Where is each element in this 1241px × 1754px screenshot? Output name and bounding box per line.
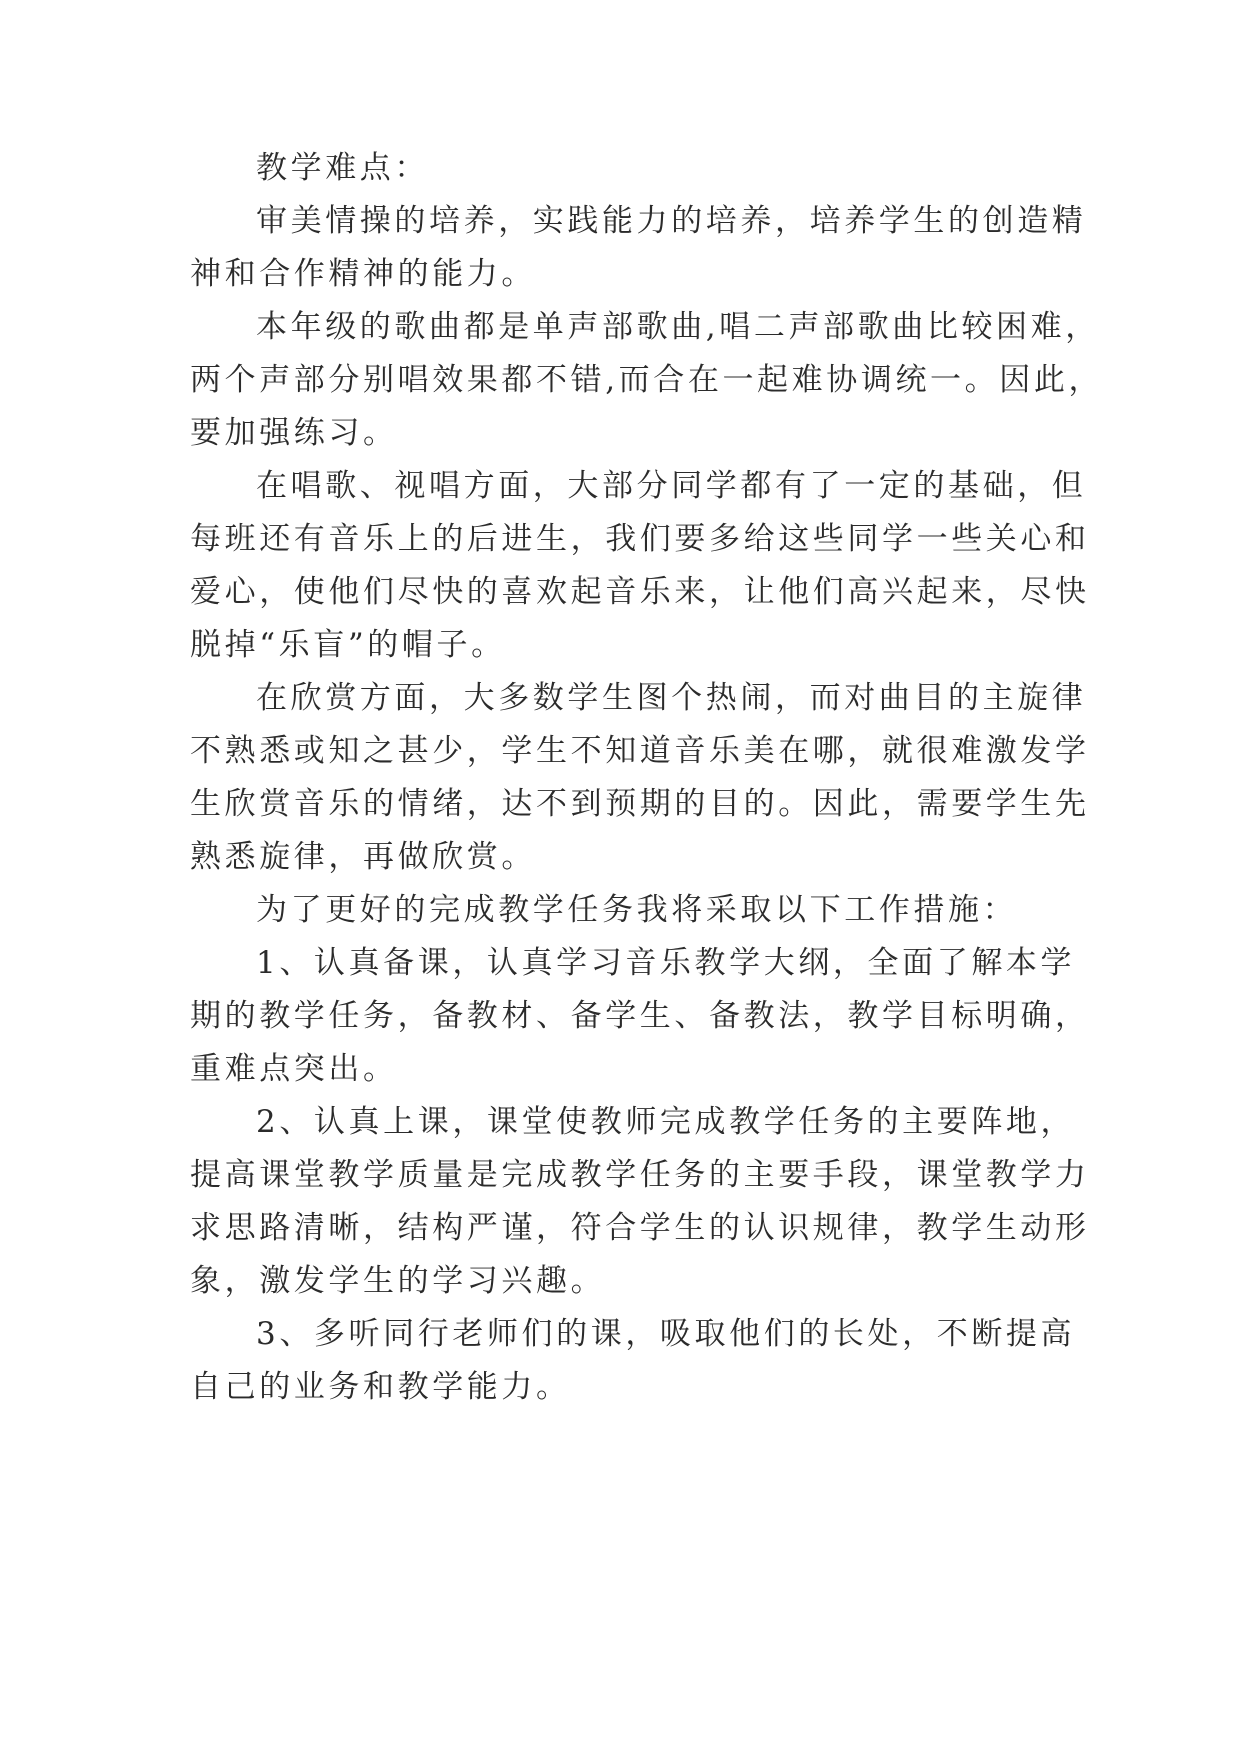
paragraph-line: 脱掉“乐盲”的帽子。: [190, 627, 506, 663]
paragraph-line: 要加强练习。: [190, 415, 398, 451]
list-item-line: 求思路清晰，结构严谨，符合学生的认识规律，教学生动形: [190, 1210, 1090, 1246]
paragraph-line: 为了更好的完成教学任务我将采取以下工作措施：: [256, 892, 1018, 928]
list-item-line: 提高课堂教学质量是完成教学任务的主要手段，课堂教学力: [190, 1157, 1090, 1193]
list-item-line: 重难点突出。: [190, 1051, 398, 1087]
paragraph-line: 神和合作精神的能力。: [190, 256, 536, 292]
list-item-line: 1、认真备课，认真学习音乐教学大纲，全面了解本学: [256, 945, 1076, 981]
heading-teaching-difficulties: 教学难点：: [256, 150, 429, 186]
paragraph-line: 本年级的歌曲都是单声部歌曲,唱二声部歌曲比较困难，: [256, 309, 1100, 345]
paragraph-line: 爱心，使他们尽快的喜欢起音乐来，让他们高兴起来，尽快: [190, 574, 1090, 610]
paragraph-line: 在唱歌、视唱方面，大部分同学都有了一定的基础，但: [256, 468, 1087, 504]
paragraph-line: 生欣赏音乐的情绪，达不到预期的目的。因此，需要学生先: [190, 786, 1090, 822]
paragraph-line: 每班还有音乐上的后进生，我们要多给这些同学一些关心和: [190, 521, 1090, 557]
list-item-line: 3、多听同行老师们的课，吸取他们的长处，不断提高: [256, 1316, 1076, 1352]
list-item-line: 自己的业务和教学能力。: [190, 1369, 571, 1405]
paragraph-line: 不熟悉或知之甚少，学生不知道音乐美在哪，就很难激发学: [190, 733, 1090, 769]
list-item-line: 2、认真上课，课堂使教师完成教学任务的主要阵地，: [256, 1104, 1076, 1140]
paragraph-line: 审美情操的培养，实践能力的培养，培养学生的创造精: [256, 203, 1087, 239]
list-item-line: 期的教学任务，备教材、备学生、备教法，教学目标明确，: [190, 998, 1090, 1034]
paragraph-line: 熟悉旋律，再做欣赏。: [190, 839, 536, 875]
list-item-line: 象，激发学生的学习兴趣。: [190, 1263, 606, 1299]
paragraph-line: 两个声部分别唱效果都不错,而合在一起难协调统一。因此，: [190, 362, 1104, 398]
paragraph-line: 在欣赏方面，大多数学生图个热闹，而对曲目的主旋律: [256, 680, 1087, 716]
